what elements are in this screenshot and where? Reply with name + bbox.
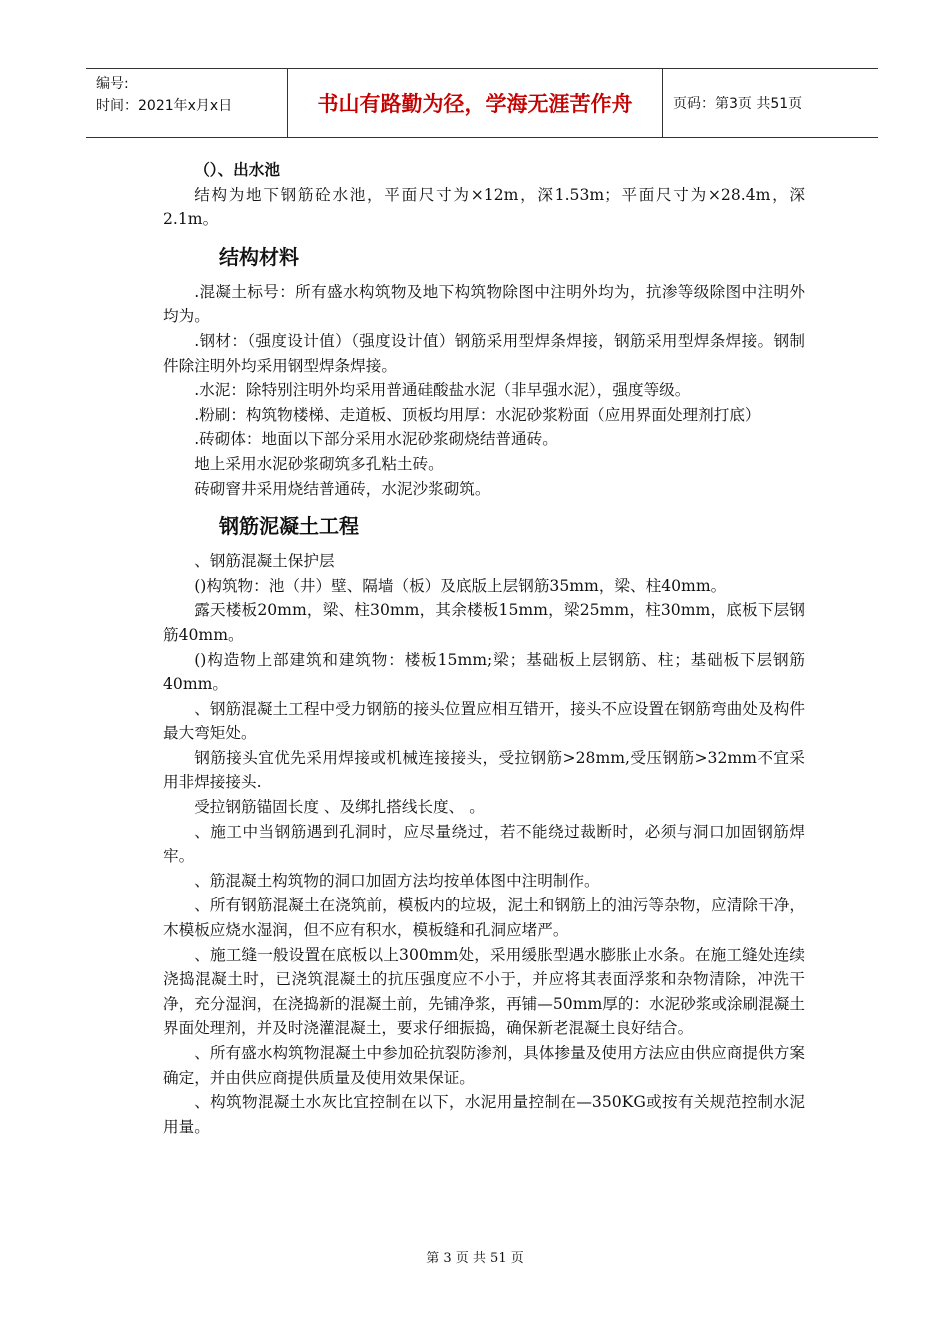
document-time-label: 时间：2021年x月x日 (96, 98, 233, 114)
header-page-info: 页码：第3页 共51页 (673, 96, 803, 112)
page-footer: 第 3 页 共 51 页 (426, 1251, 524, 1266)
paragraph: 、所有盛水构筑物混凝土中参加砼抗裂防渗剂，具体掺量及使用方法应由供应商提供方案确定，并由供应商提供质量及使用效果保证。 (163, 1044, 805, 1087)
paragraph: 、施工缝一般设置在底板以上300mm处，采用缓胀型遇水膨胀止水条。在施工缝处连续浇捣混凝土时，已浇筑混凝土的抗压强度应不小于，并应将其表面浮浆和杂物清除，冲洗干净，充分湿润，在浇捣新的混凝土前，先铺净浆，再铺—50mm厚的：水泥砂浆或涂刷混凝土界面处理剂，并及时浇灌混凝土，要求仔细振捣，确保新老混凝土良好结合。 (163, 945, 805, 1038)
paragraph: .钢材：（强度设计值）（强度设计值）钢筋采用型焊条焊接，钢筋采用型焊条焊接。钢制件除注明外均采用钢型焊条焊接。 (163, 331, 805, 375)
paragraph: .水泥：除特别注明外均采用普通硅酸盐水泥（非早强水泥），强度等级。 (194, 381, 691, 400)
paragraph: 、所有钢筋混凝土在浇筑前，模板内的垃圾，泥土和钢筋上的油污等杂物，应清除干净，木模板应烧水湿润，但不应有积水，模板缝和孔洞应堵严。 (163, 896, 805, 940)
section-heading: 结构材料 (219, 244, 299, 269)
subsection-heading: （）、出水池 (194, 160, 280, 179)
page-header (86, 68, 878, 138)
paragraph: 钢筋接头宜优先采用焊接或机械连接接头，受拉钢筋>28mm,受压钢筋>32mm不宜采用非焊接接头. (163, 748, 805, 792)
paragraph: ()构造物上部建筑和建筑物：楼板15mm;梁；基础板上层钢筋、柱；基础板下层钢筋40mm。 (163, 650, 805, 694)
paragraph: 、施工中当钢筋遇到孔洞时，应尽量绕过，若不能绕过裁断时，必须与洞口加固钢筋焊牢。 (163, 822, 805, 866)
paragraph: .砖砌体：地面以下部分采用水泥砂浆砌烧结普通砖。 (194, 430, 558, 449)
paragraph: 受拉钢筋锚固长度 、及绑扎搭线长度、 。 (194, 798, 485, 817)
paragraph: 地上采用水泥砂浆砌筑多孔粘土砖。 (194, 454, 444, 473)
document-number-label: 编号: (96, 76, 129, 92)
paragraph: .混凝土标号：所有盛水构筑物及地下构筑物除图中注明外均为，抗渗等级除图中注明外均为。 (163, 282, 805, 326)
header-meta (86, 69, 287, 137)
header-motto: 书山有路勤为径，学海无涯苦作舟 (317, 92, 633, 116)
document-body (163, 158, 805, 1139)
paragraph: 、钢筋混凝土保护层 (194, 552, 335, 571)
paragraph: 、钢筋混凝土工程中受力钢筋的接头位置应相互错开，接头不应设置在钢筋弯曲处及构件最大弯矩处。 (163, 699, 805, 743)
section-heading: 钢筋泥凝土工程 (219, 514, 359, 539)
paragraph: 砖砌窨井采用烧结普通砖，水泥沙浆砌筑。 (194, 479, 491, 498)
paragraph: .粉刷：构筑物楼梯、走道板、顶板均用厚：水泥砂浆粉面（应用界面处理剂打底） (194, 405, 761, 424)
paragraph: ()构筑物：池（井）壁、隔墙（板）及底版上层钢筋35mm，梁、柱40mm。 (194, 576, 727, 595)
paragraph: 、筋混凝土构筑物的洞口加固方法均按单体图中注明制作。 (194, 871, 600, 890)
paragraph: 露天楼板20mm，梁、柱30mm，其余楼板15mm，梁25mm，柱30mm，底板下层钢筋40mm。 (163, 601, 805, 644)
paragraph: 、构筑物混凝土水灰比宜控制在以下，水泥用量控制在—350KG或按有关规范控制水泥用量。 (163, 1093, 805, 1136)
paragraph: 结构为地下钢筋砼水池，平面尺寸为×12m，深1.53m；平面尺寸为×28.4m，深2.1m。 (163, 185, 805, 229)
